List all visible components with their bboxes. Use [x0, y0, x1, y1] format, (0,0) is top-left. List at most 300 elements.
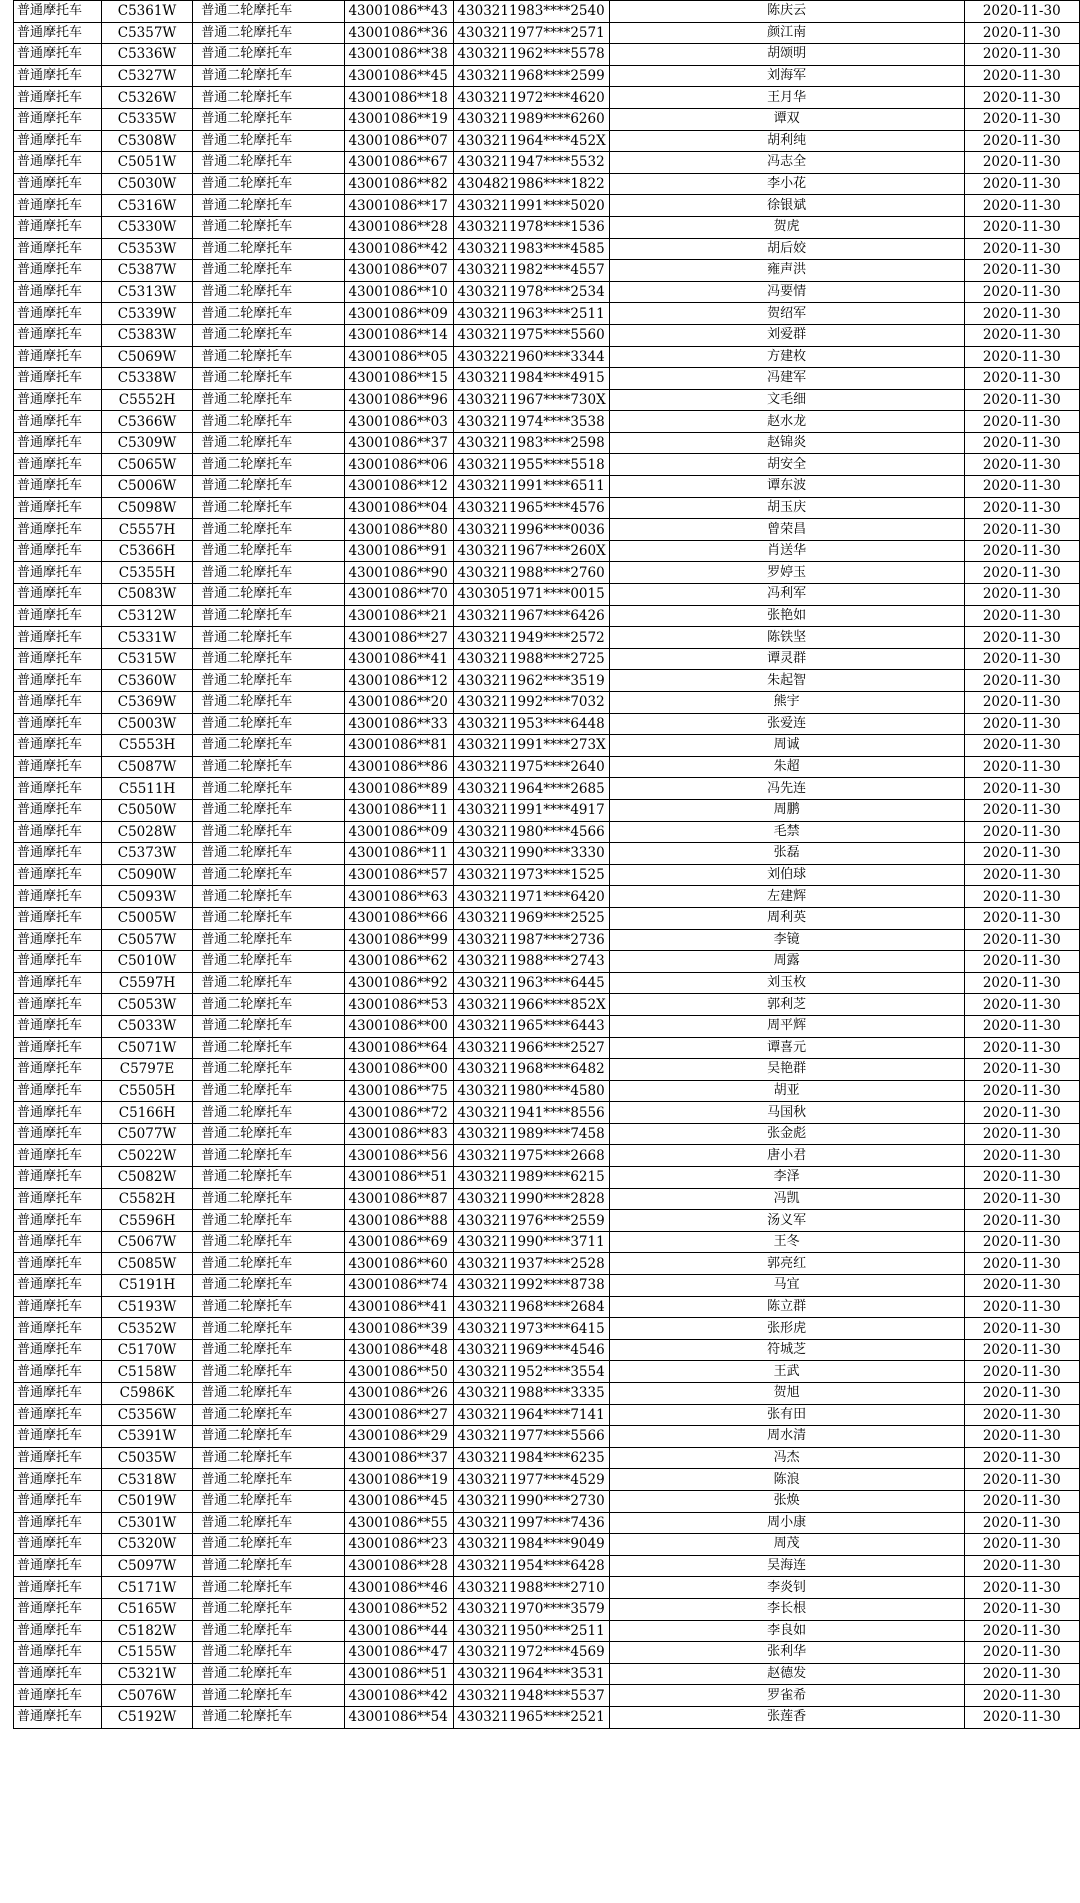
id-number-cell: 4303211988****2743	[454, 951, 609, 973]
record-table-body	[14, 1, 1080, 1729]
permit-code-cell: C5087W	[101, 756, 193, 778]
vehicle-type-cell: 普通二轮摩托车	[193, 1015, 345, 1037]
holder-name-cell: 陈庆云	[609, 1, 964, 23]
date-cell: 2020-11-30	[964, 1037, 1080, 1059]
table-row	[14, 1037, 1080, 1059]
file-number-cell: 43001086**60	[345, 1253, 454, 1275]
permit-code-cell: C5028W	[101, 821, 193, 843]
id-number-cell: 4303211966****852X	[454, 994, 609, 1016]
permit-code-cell: C5360W	[101, 670, 193, 692]
vehicle-type-cell: 普通二轮摩托车	[193, 1685, 345, 1707]
permit-code-cell: C5511H	[101, 778, 193, 800]
vehicle-type-cell: 普通二轮摩托车	[193, 1534, 345, 1556]
file-number-cell: 43001086**12	[345, 670, 454, 692]
vehicle-type-cell: 普通二轮摩托车	[193, 1663, 345, 1685]
vehicle-type-cell: 普通二轮摩托车	[193, 476, 345, 498]
id-number-cell: 4303211983****4585	[454, 238, 609, 260]
id-number-cell: 4303211963****6445	[454, 972, 609, 994]
table-row	[14, 389, 1080, 411]
vehicle-type-cell: 普通二轮摩托车	[193, 951, 345, 973]
holder-name-cell: 李良如	[609, 1620, 964, 1642]
file-number-cell: 43001086**90	[345, 562, 454, 584]
file-number-cell: 43001086**26	[345, 1383, 454, 1405]
permit-code-cell: C5030W	[101, 173, 193, 195]
date-cell: 2020-11-30	[964, 130, 1080, 152]
file-number-cell: 43001086**41	[345, 1296, 454, 1318]
date-cell: 2020-11-30	[964, 1534, 1080, 1556]
date-cell: 2020-11-30	[964, 1318, 1080, 1340]
permit-code-cell: C5076W	[101, 1685, 193, 1707]
file-number-cell: 43001086**54	[345, 1706, 454, 1728]
table-row	[14, 1188, 1080, 1210]
permit-code-cell: C5083W	[101, 584, 193, 606]
table-row	[14, 216, 1080, 238]
table-row	[14, 1512, 1080, 1534]
permit-code-cell: C5320W	[101, 1534, 193, 1556]
vehicle-type-cell: 普通二轮摩托车	[193, 907, 345, 929]
vehicle-type-cell: 普通二轮摩托车	[193, 1469, 345, 1491]
holder-name-cell: 李泽	[609, 1167, 964, 1189]
id-number-cell: 4303211989****6260	[454, 108, 609, 130]
vehicle-category-cell: 普通摩托车	[14, 1534, 102, 1556]
vehicle-category-cell: 普通摩托车	[14, 864, 102, 886]
vehicle-category-cell: 普通摩托车	[14, 994, 102, 1016]
vehicle-type-cell: 普通二轮摩托车	[193, 1253, 345, 1275]
date-cell: 2020-11-30	[964, 152, 1080, 174]
table-row	[14, 907, 1080, 929]
table-row	[14, 799, 1080, 821]
id-number-cell: 4303211953****6448	[454, 713, 609, 735]
vehicle-type-cell: 普通二轮摩托车	[193, 411, 345, 433]
holder-name-cell: 吴海连	[609, 1555, 964, 1577]
vehicle-category-cell: 普通摩托车	[14, 605, 102, 627]
date-cell: 2020-11-30	[964, 1275, 1080, 1297]
vehicle-type-cell: 普通二轮摩托车	[193, 1059, 345, 1081]
id-number-cell: 4303211966****2527	[454, 1037, 609, 1059]
vehicle-type-cell: 普通二轮摩托车	[193, 368, 345, 390]
table-row	[14, 195, 1080, 217]
id-number-cell: 4303051971****0015	[454, 584, 609, 606]
file-number-cell: 43001086**10	[345, 281, 454, 303]
permit-code-cell: C5097W	[101, 1555, 193, 1577]
file-number-cell: 43001086**09	[345, 303, 454, 325]
id-number-cell: 4303211969****4546	[454, 1339, 609, 1361]
permit-code-cell: C5352W	[101, 1318, 193, 1340]
table-row	[14, 1080, 1080, 1102]
table-row	[14, 562, 1080, 584]
vehicle-type-cell: 普通二轮摩托车	[193, 1102, 345, 1124]
file-number-cell: 43001086**19	[345, 1469, 454, 1491]
file-number-cell: 43001086**51	[345, 1663, 454, 1685]
permit-code-cell: C5373W	[101, 843, 193, 865]
vehicle-category-cell: 普通摩托车	[14, 1102, 102, 1124]
table-row	[14, 1620, 1080, 1642]
file-number-cell: 43001086**96	[345, 389, 454, 411]
table-row	[14, 454, 1080, 476]
permit-code-cell: C5093W	[101, 886, 193, 908]
file-number-cell: 43001086**88	[345, 1210, 454, 1232]
vehicle-category-cell: 普通摩托车	[14, 1253, 102, 1275]
file-number-cell: 43001086**56	[345, 1145, 454, 1167]
permit-code-cell: C5361W	[101, 1, 193, 23]
vehicle-category-cell: 普通摩托车	[14, 1318, 102, 1340]
vehicle-category-cell: 普通摩托车	[14, 627, 102, 649]
holder-name-cell: 马国秋	[609, 1102, 964, 1124]
vehicle-category-cell: 普通摩托车	[14, 821, 102, 843]
file-number-cell: 43001086**52	[345, 1598, 454, 1620]
holder-name-cell: 张爱连	[609, 713, 964, 735]
table-row	[14, 1145, 1080, 1167]
id-number-cell: 4303211991****6511	[454, 476, 609, 498]
vehicle-category-cell: 普通摩托车	[14, 454, 102, 476]
date-cell: 2020-11-30	[964, 1598, 1080, 1620]
vehicle-type-cell: 普通二轮摩托车	[193, 519, 345, 541]
vehicle-category-cell: 普通摩托车	[14, 886, 102, 908]
id-number-cell: 4303211983****2598	[454, 432, 609, 454]
permit-code-cell: C5170W	[101, 1339, 193, 1361]
table-row	[14, 238, 1080, 260]
holder-name-cell: 肖送华	[609, 540, 964, 562]
vehicle-category-cell: 普通摩托车	[14, 1188, 102, 1210]
vehicle-category-cell: 普通摩托车	[14, 1231, 102, 1253]
vehicle-type-cell: 普通二轮摩托车	[193, 994, 345, 1016]
vehicle-type-cell: 普通二轮摩托车	[193, 756, 345, 778]
vehicle-type-cell: 普通二轮摩托车	[193, 389, 345, 411]
vehicle-type-cell: 普通二轮摩托车	[193, 1555, 345, 1577]
date-cell: 2020-11-30	[964, 389, 1080, 411]
file-number-cell: 43001086**21	[345, 605, 454, 627]
permit-code-cell: C5357W	[101, 22, 193, 44]
vehicle-category-cell: 普通摩托车	[14, 238, 102, 260]
holder-name-cell: 陈浪	[609, 1469, 964, 1491]
holder-name-cell: 谭灵群	[609, 648, 964, 670]
table-row	[14, 432, 1080, 454]
permit-code-cell: C5553H	[101, 735, 193, 757]
table-row	[14, 864, 1080, 886]
vehicle-category-cell: 普通摩托车	[14, 1490, 102, 1512]
vehicle-type-cell: 普通二轮摩托车	[193, 778, 345, 800]
permit-code-cell: C5366H	[101, 540, 193, 562]
permit-code-cell: C5098W	[101, 497, 193, 519]
table-row	[14, 584, 1080, 606]
vehicle-type-cell: 普通二轮摩托车	[193, 1383, 345, 1405]
permit-code-cell: C5085W	[101, 1253, 193, 1275]
file-number-cell: 43001086**37	[345, 432, 454, 454]
vehicle-type-cell: 普通二轮摩托车	[193, 1275, 345, 1297]
table-row	[14, 497, 1080, 519]
file-number-cell: 43001086**07	[345, 130, 454, 152]
table-row	[14, 1167, 1080, 1189]
id-number-cell: 4303211973****6415	[454, 1318, 609, 1340]
permit-code-cell: C5326W	[101, 87, 193, 109]
vehicle-category-cell: 普通摩托车	[14, 195, 102, 217]
date-cell: 2020-11-30	[964, 260, 1080, 282]
file-number-cell: 43001086**00	[345, 1059, 454, 1081]
vehicle-category-cell: 普通摩托车	[14, 756, 102, 778]
vehicle-category-cell: 普通摩托车	[14, 778, 102, 800]
file-number-cell: 43001086**69	[345, 1231, 454, 1253]
table-row	[14, 1577, 1080, 1599]
file-number-cell: 43001086**82	[345, 173, 454, 195]
id-number-cell: 4303211978****1536	[454, 216, 609, 238]
permit-code-cell: C5986K	[101, 1383, 193, 1405]
permit-code-cell: C5318W	[101, 1469, 193, 1491]
file-number-cell: 43001086**33	[345, 713, 454, 735]
holder-name-cell: 张焕	[609, 1490, 964, 1512]
id-number-cell: 4303211980****4566	[454, 821, 609, 843]
holder-name-cell: 张莲香	[609, 1706, 964, 1728]
vehicle-type-cell: 普通二轮摩托车	[193, 497, 345, 519]
permit-code-cell: C5082W	[101, 1167, 193, 1189]
permit-code-cell: C5336W	[101, 44, 193, 66]
date-cell: 2020-11-30	[964, 1080, 1080, 1102]
table-row	[14, 1685, 1080, 1707]
file-number-cell: 43001086**07	[345, 260, 454, 282]
id-number-cell: 4303211974****3538	[454, 411, 609, 433]
table-row	[14, 1361, 1080, 1383]
table-row	[14, 951, 1080, 973]
date-cell: 2020-11-30	[964, 1642, 1080, 1664]
date-cell: 2020-11-30	[964, 756, 1080, 778]
vehicle-category-cell: 普通摩托车	[14, 65, 102, 87]
holder-name-cell: 周鹏	[609, 799, 964, 821]
date-cell: 2020-11-30	[964, 1404, 1080, 1426]
table-row	[14, 1663, 1080, 1685]
vehicle-category-cell: 普通摩托车	[14, 1598, 102, 1620]
date-cell: 2020-11-30	[964, 670, 1080, 692]
table-row	[14, 1555, 1080, 1577]
id-number-cell: 4303211997****7436	[454, 1512, 609, 1534]
table-row	[14, 627, 1080, 649]
date-cell: 2020-11-30	[964, 87, 1080, 109]
id-number-cell: 4303211937****2528	[454, 1253, 609, 1275]
table-row	[14, 65, 1080, 87]
id-number-cell: 4303211982****4557	[454, 260, 609, 282]
date-cell: 2020-11-30	[964, 994, 1080, 1016]
id-number-cell: 4303211952****3554	[454, 1361, 609, 1383]
date-cell: 2020-11-30	[964, 1188, 1080, 1210]
file-number-cell: 43001086**12	[345, 476, 454, 498]
id-number-cell: 4303211965****4576	[454, 497, 609, 519]
vehicle-type-cell: 普通二轮摩托车	[193, 1447, 345, 1469]
table-row	[14, 1490, 1080, 1512]
file-number-cell: 43001086**41	[345, 648, 454, 670]
table-row	[14, 1102, 1080, 1124]
holder-name-cell: 胡安全	[609, 454, 964, 476]
file-number-cell: 43001086**11	[345, 799, 454, 821]
holder-name-cell: 毛禁	[609, 821, 964, 843]
date-cell: 2020-11-30	[964, 864, 1080, 886]
id-number-cell: 4303211976****2559	[454, 1210, 609, 1232]
table-row	[14, 1059, 1080, 1081]
vehicle-category-cell: 普通摩托车	[14, 346, 102, 368]
table-row	[14, 1706, 1080, 1728]
vehicle-category-cell: 普通摩托车	[14, 368, 102, 390]
vehicle-category-cell: 普通摩托车	[14, 1512, 102, 1534]
date-cell: 2020-11-30	[964, 1231, 1080, 1253]
table-row	[14, 281, 1080, 303]
record-table	[13, 0, 1080, 1729]
file-number-cell: 43001086**28	[345, 216, 454, 238]
file-number-cell: 43001086**14	[345, 324, 454, 346]
date-cell: 2020-11-30	[964, 1210, 1080, 1232]
permit-code-cell: C5387W	[101, 260, 193, 282]
date-cell: 2020-11-30	[964, 173, 1080, 195]
vehicle-category-cell: 普通摩托车	[14, 1555, 102, 1577]
date-cell: 2020-11-30	[964, 907, 1080, 929]
permit-code-cell: C5077W	[101, 1123, 193, 1145]
permit-code-cell: C5582H	[101, 1188, 193, 1210]
holder-name-cell: 冯利军	[609, 584, 964, 606]
id-number-cell: 4303211991****5020	[454, 195, 609, 217]
file-number-cell: 43001086**67	[345, 152, 454, 174]
vehicle-type-cell: 普通二轮摩托车	[193, 1037, 345, 1059]
file-number-cell: 43001086**57	[345, 864, 454, 886]
vehicle-category-cell: 普通摩托车	[14, 108, 102, 130]
vehicle-type-cell: 普通二轮摩托车	[193, 195, 345, 217]
holder-name-cell: 张磊	[609, 843, 964, 865]
holder-name-cell: 颜江南	[609, 22, 964, 44]
file-number-cell: 43001086**63	[345, 886, 454, 908]
date-cell: 2020-11-30	[964, 216, 1080, 238]
date-cell: 2020-11-30	[964, 1167, 1080, 1189]
file-number-cell: 43001086**66	[345, 907, 454, 929]
table-row	[14, 130, 1080, 152]
id-number-cell: 4303211941****8556	[454, 1102, 609, 1124]
file-number-cell: 43001086**55	[345, 1512, 454, 1534]
id-number-cell: 4303211977****2571	[454, 22, 609, 44]
holder-name-cell: 吴艳群	[609, 1059, 964, 1081]
id-number-cell: 4303211983****2540	[454, 1, 609, 23]
file-number-cell: 43001086**27	[345, 1404, 454, 1426]
file-number-cell: 43001086**51	[345, 1167, 454, 1189]
vehicle-type-cell: 普通二轮摩托车	[193, 1318, 345, 1340]
vehicle-category-cell: 普通摩托车	[14, 152, 102, 174]
permit-code-cell: C5182W	[101, 1620, 193, 1642]
vehicle-type-cell: 普通二轮摩托车	[193, 821, 345, 843]
date-cell: 2020-11-30	[964, 1059, 1080, 1081]
table-row	[14, 1404, 1080, 1426]
permit-code-cell: C5312W	[101, 605, 193, 627]
vehicle-type-cell: 普通二轮摩托车	[193, 1404, 345, 1426]
permit-code-cell: C5050W	[101, 799, 193, 821]
vehicle-category-cell: 普通摩托车	[14, 1447, 102, 1469]
id-number-cell: 4303211978****2534	[454, 281, 609, 303]
date-cell: 2020-11-30	[964, 799, 1080, 821]
vehicle-category-cell: 普通摩托车	[14, 1037, 102, 1059]
date-cell: 2020-11-30	[964, 195, 1080, 217]
vehicle-category-cell: 普通摩托车	[14, 648, 102, 670]
permit-code-cell: C5339W	[101, 303, 193, 325]
vehicle-type-cell: 普通二轮摩托车	[193, 1426, 345, 1448]
date-cell: 2020-11-30	[964, 821, 1080, 843]
vehicle-category-cell: 普通摩托车	[14, 1, 102, 23]
vehicle-category-cell: 普通摩托车	[14, 22, 102, 44]
holder-name-cell: 贺虎	[609, 216, 964, 238]
permit-code-cell: C5557H	[101, 519, 193, 541]
vehicle-category-cell: 普通摩托车	[14, 1642, 102, 1664]
permit-code-cell: C5171W	[101, 1577, 193, 1599]
file-number-cell: 43001086**53	[345, 994, 454, 1016]
holder-name-cell: 刘海军	[609, 65, 964, 87]
vehicle-type-cell: 普通二轮摩托车	[193, 1490, 345, 1512]
table-row	[14, 368, 1080, 390]
vehicle-type-cell: 普通二轮摩托车	[193, 627, 345, 649]
date-cell: 2020-11-30	[964, 1447, 1080, 1469]
vehicle-type-cell: 普通二轮摩托车	[193, 648, 345, 670]
table-row	[14, 605, 1080, 627]
vehicle-category-cell: 普通摩托车	[14, 972, 102, 994]
id-number-cell: 4303211948****5537	[454, 1685, 609, 1707]
file-number-cell: 43001086**72	[345, 1102, 454, 1124]
vehicle-type-cell: 普通二轮摩托车	[193, 173, 345, 195]
permit-code-cell: C5335W	[101, 108, 193, 130]
id-number-cell: 4303211962****3519	[454, 670, 609, 692]
table-row	[14, 843, 1080, 865]
date-cell: 2020-11-30	[964, 562, 1080, 584]
file-number-cell: 43001086**74	[345, 1275, 454, 1297]
vehicle-category-cell: 普通摩托车	[14, 1339, 102, 1361]
vehicle-type-cell: 普通二轮摩托车	[193, 1577, 345, 1599]
file-number-cell: 43001086**44	[345, 1620, 454, 1642]
permit-code-cell: C5301W	[101, 1512, 193, 1534]
holder-name-cell: 李小花	[609, 173, 964, 195]
date-cell: 2020-11-30	[964, 1015, 1080, 1037]
id-number-cell: 4303211975****2668	[454, 1145, 609, 1167]
id-number-cell: 4303211988****2760	[454, 562, 609, 584]
table-row	[14, 692, 1080, 714]
file-number-cell: 43001086**37	[345, 1447, 454, 1469]
file-number-cell: 43001086**09	[345, 821, 454, 843]
vehicle-category-cell: 普通摩托车	[14, 519, 102, 541]
vehicle-category-cell: 普通摩托车	[14, 1620, 102, 1642]
permit-code-cell: C5338W	[101, 368, 193, 390]
file-number-cell: 43001086**29	[345, 1426, 454, 1448]
permit-code-cell: C5369W	[101, 692, 193, 714]
table-row	[14, 1231, 1080, 1253]
vehicle-type-cell: 普通二轮摩托车	[193, 1231, 345, 1253]
vehicle-category-cell: 普通摩托车	[14, 44, 102, 66]
holder-name-cell: 刘伯球	[609, 864, 964, 886]
holder-name-cell: 方建枚	[609, 346, 964, 368]
vehicle-type-cell: 普通二轮摩托车	[193, 1361, 345, 1383]
id-number-cell: 4303211988****2725	[454, 648, 609, 670]
holder-name-cell: 胡玉庆	[609, 497, 964, 519]
holder-name-cell: 冯建军	[609, 368, 964, 390]
permit-code-cell: C5313W	[101, 281, 193, 303]
table-row	[14, 1275, 1080, 1297]
file-number-cell: 43001086**23	[345, 1534, 454, 1556]
vehicle-category-cell: 普通摩托车	[14, 692, 102, 714]
table-row	[14, 756, 1080, 778]
vehicle-category-cell: 普通摩托车	[14, 907, 102, 929]
holder-name-cell: 谭双	[609, 108, 964, 130]
date-cell: 2020-11-30	[964, 411, 1080, 433]
vehicle-category-cell: 普通摩托车	[14, 173, 102, 195]
holder-name-cell: 罗雀希	[609, 1685, 964, 1707]
permit-code-cell: C5193W	[101, 1296, 193, 1318]
date-cell: 2020-11-30	[964, 692, 1080, 714]
table-row	[14, 1, 1080, 23]
vehicle-type-cell: 普通二轮摩托车	[193, 864, 345, 886]
holder-name-cell: 冯杰	[609, 1447, 964, 1469]
id-number-cell: 4303211962****5578	[454, 44, 609, 66]
file-number-cell: 43001086**27	[345, 627, 454, 649]
file-number-cell: 43001086**03	[345, 411, 454, 433]
id-number-cell: 4303211964****452X	[454, 130, 609, 152]
date-cell: 2020-11-30	[964, 1123, 1080, 1145]
date-cell: 2020-11-30	[964, 972, 1080, 994]
